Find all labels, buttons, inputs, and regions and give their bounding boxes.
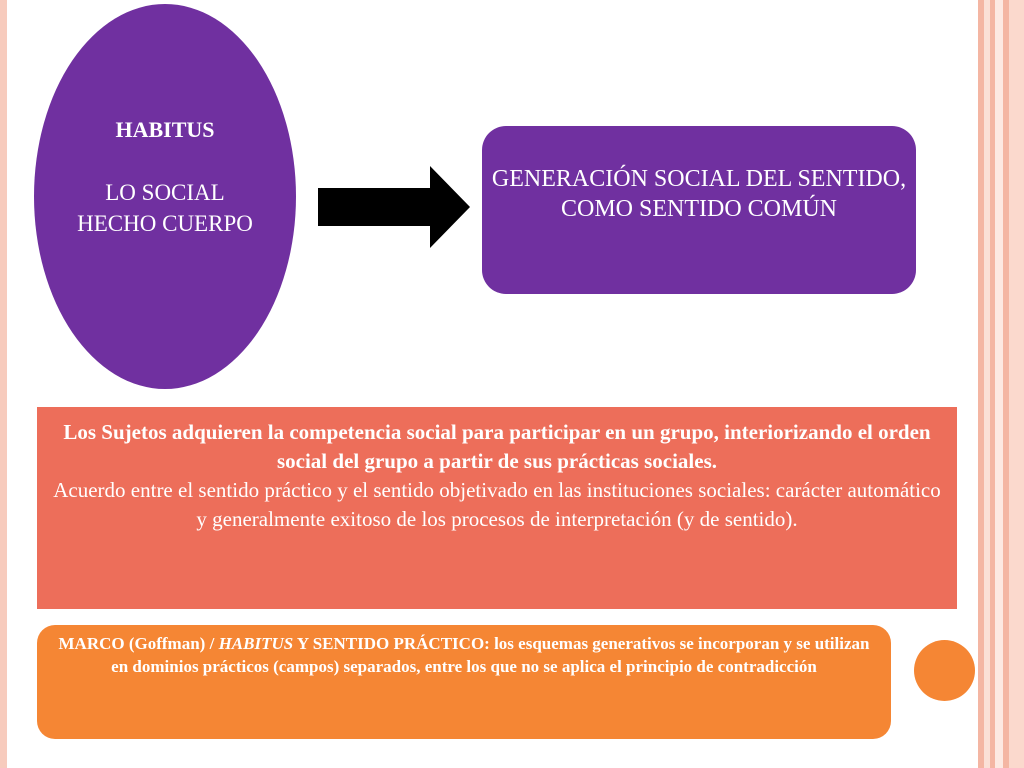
marco-text-part3: Y SENTIDO PRÁCTICO: los esquemas generativos se incorporan y se utilizan en dominios prácticos (campos) separados, entre los que no se aplica el principio de contradicción	[111, 634, 870, 676]
marco-text-part1: MARCO (Goffman) /	[58, 634, 219, 653]
right-decorative-stripes	[978, 0, 1024, 768]
sentido-comun-text: GENERACIÓN SOCIAL DEL SENTIDO, COMO SENTIDO COMÚN	[491, 166, 907, 222]
orange-decorative-dot	[914, 640, 975, 701]
marco-habitus-box	[37, 625, 891, 739]
marco-text-habitus-italic: HABITUS	[218, 634, 294, 653]
sentido-comun-box	[482, 126, 916, 294]
habitus-subtitle: LO SOCIAL HECHO CUERPO	[77, 180, 253, 236]
habitus-ellipse	[34, 4, 296, 389]
acuerdo-text: Acuerdo entre el sentido práctico y el sentido objetivado en las instituciones sociales: carácter automático y generalmente exitoso de los procesos de interpretación (y de sentido).	[53, 478, 941, 531]
right-arrow-icon	[318, 166, 470, 248]
competencia-bold-text: Los Sujetos adquieren la competencia social para participar en un grupo, interiorizando el orden social del grupo a partir de sus prácticas sociales.	[63, 420, 931, 473]
habitus-title: HABITUS	[115, 117, 215, 142]
competencia-social-box	[37, 407, 957, 609]
left-decorative-stripe	[0, 0, 7, 768]
